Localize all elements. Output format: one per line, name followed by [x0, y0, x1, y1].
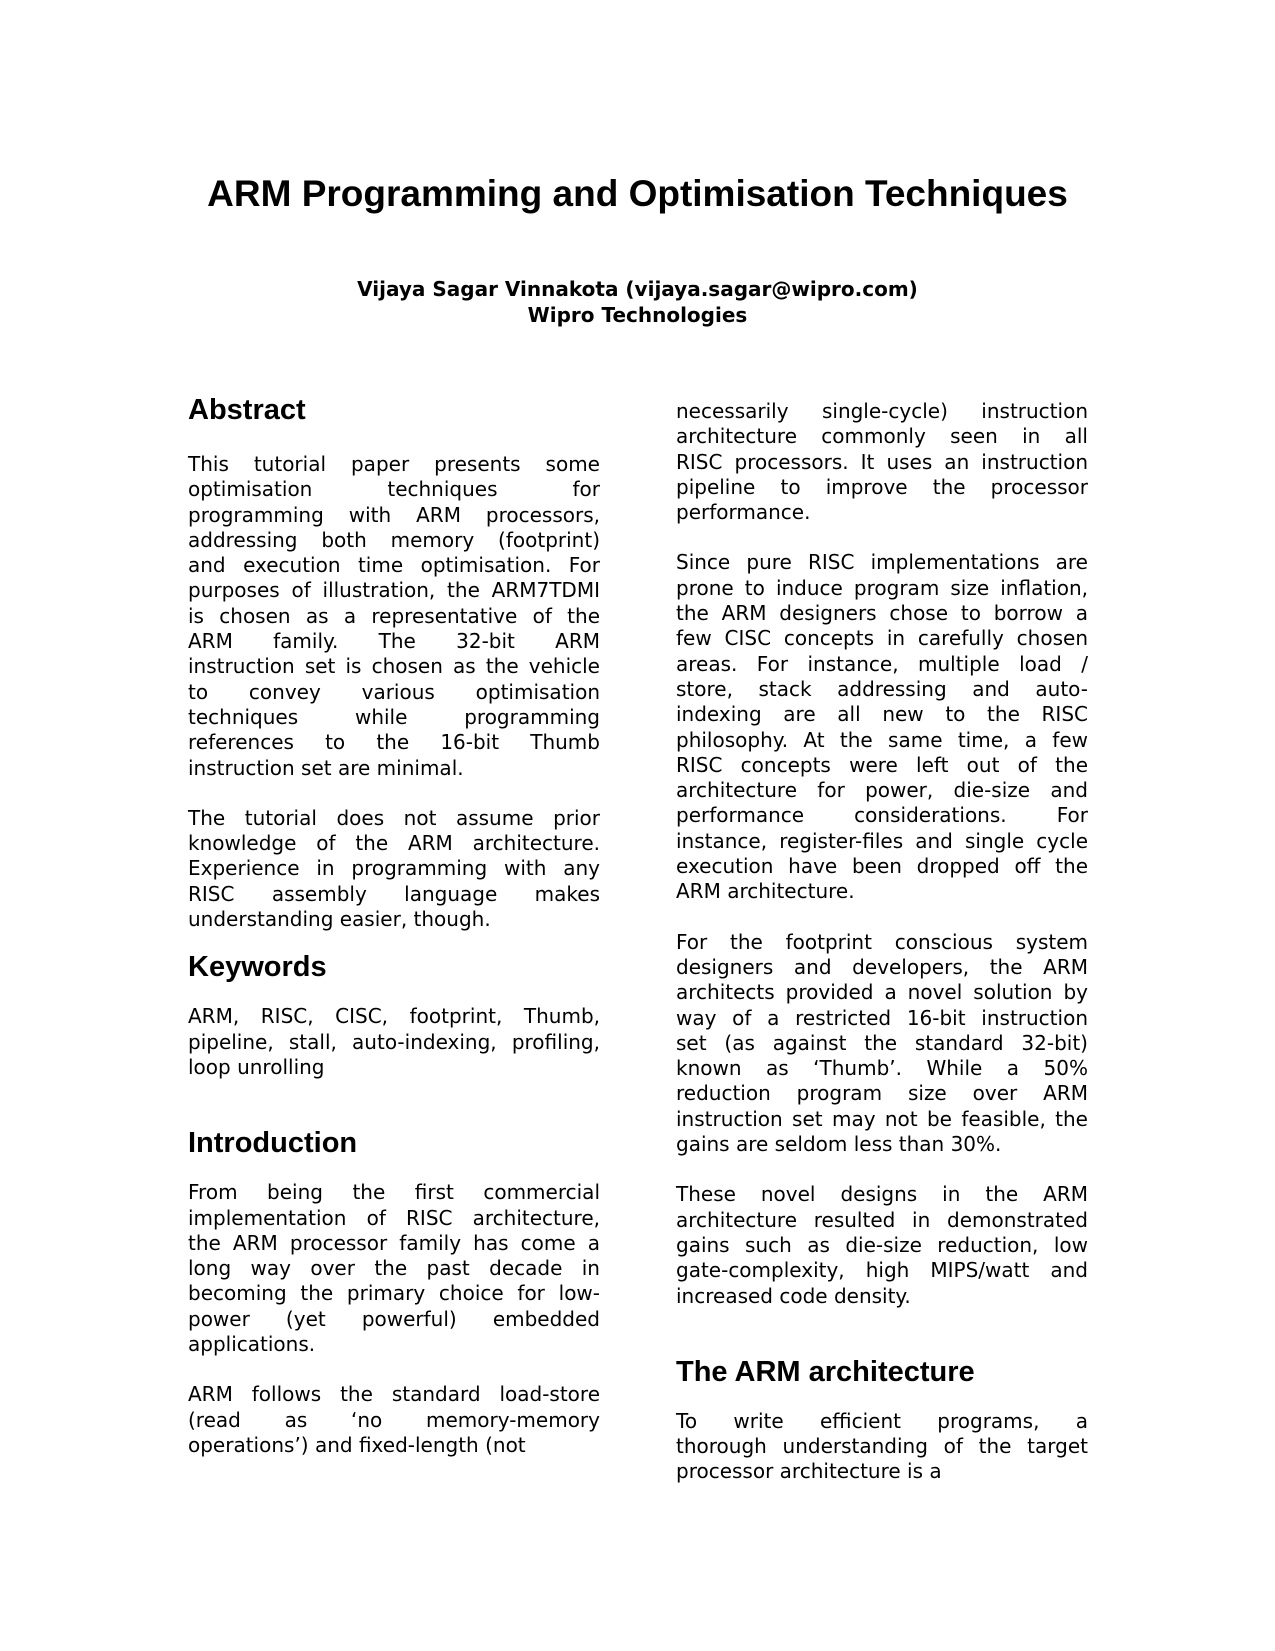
paper-title: ARM Programming and Optimisation Techniques: [207, 173, 1068, 214]
text-line: gains such as die-size reduction, low: [676, 1232, 1088, 1257]
text-line: instruction set are minimal.: [188, 755, 464, 780]
keywords-list: [188, 1004, 600, 1080]
text-line: gate-complexity, high MIPS/watt and: [676, 1258, 1088, 1283]
text-line: processor architecture is a: [676, 1459, 942, 1484]
text-line: architects provided a novel solution by: [676, 980, 1088, 1005]
text-line: architecture commonly seen in all: [676, 424, 1088, 449]
text-line: and execution time optimisation. For: [188, 553, 600, 578]
text-line: RISC processors. It uses an instruction: [676, 449, 1088, 474]
text-line: loop unrolling: [188, 1054, 325, 1079]
text-line: The tutorial does not assume prior: [188, 805, 600, 830]
text-line: pipeline to improve the processor: [676, 474, 1088, 499]
text-line: purposes of illustration, the ARM7TDMI: [188, 578, 600, 603]
text-line: This tutorial paper presents some: [188, 452, 600, 476]
text-line: thorough understanding of the target: [676, 1434, 1088, 1459]
text-line: indexing are all new to the RISC: [676, 702, 1088, 727]
text-line: designers and developers, the ARM: [676, 954, 1088, 979]
text-line: implementation of RISC architecture,: [188, 1205, 600, 1230]
text-line: Since pure RISC implementations are: [676, 550, 1088, 575]
text-line: way of a restricted 16-bit instruction: [676, 1005, 1088, 1030]
text-line: areas. For instance, multiple load /: [676, 651, 1088, 676]
text-line: the ARM processor family has come a: [188, 1230, 600, 1255]
introduction-continued-paragraph-3: [676, 930, 1088, 1158]
text-line: (read as ‘no memory-memory: [188, 1407, 600, 1432]
text-line: architecture resulted in demonstrated: [676, 1207, 1088, 1232]
text-line: increased code density.: [676, 1283, 911, 1308]
text-line: addressing both memory (footprint): [188, 527, 600, 552]
arm-architecture-heading: The ARM architecture: [676, 1355, 975, 1388]
text-line: necessarily single-cycle) instruction: [676, 399, 1088, 423]
text-line: philosophy. At the same time, a few: [676, 727, 1088, 752]
text-line: known as ‘Thumb’. While a 50%: [676, 1056, 1088, 1081]
text-line: power (yet powerful) embedded: [188, 1306, 600, 1331]
text-line: RISC concepts were left out of the: [676, 752, 1088, 777]
text-line: the ARM designers chose to borrow a: [676, 601, 1088, 626]
abstract-heading: Abstract: [188, 394, 306, 426]
text-line: knowledge of the ARM architecture.: [188, 831, 600, 856]
text-line: RISC assembly language makes: [188, 881, 600, 906]
introduction-continued-paragraph-1: [676, 399, 1088, 525]
right-column: [676, 399, 1088, 1485]
text-line: is chosen as a representative of the: [188, 603, 600, 628]
text-line: references to the 16-bit Thumb: [188, 730, 600, 755]
text-line: programming with ARM processors,: [188, 502, 600, 527]
text-line: ARM architecture.: [676, 879, 855, 904]
author-block: [0, 276, 1275, 328]
text-line: instance, register-files and single cycle: [676, 828, 1088, 853]
text-line: For the footprint conscious system: [676, 929, 1088, 954]
text-line: execution have been dropped off the: [676, 854, 1088, 879]
introduction-paragraph-1: [188, 1180, 600, 1357]
text-line: performance considerations. For: [676, 803, 1088, 828]
text-line: long way over the past decade in: [188, 1256, 600, 1281]
text-line: These novel designs in the ARM: [676, 1182, 1088, 1207]
text-line: applications.: [188, 1332, 316, 1357]
text-line: optimisation techniques for: [188, 477, 600, 502]
text-line: To write efficient programs, a: [676, 1408, 1088, 1433]
text-line: techniques while programming: [188, 704, 600, 729]
text-line: prone to induce program size inflation,: [676, 575, 1088, 600]
text-line: gains are seldom less than 30%.: [676, 1132, 1002, 1157]
text-line: few CISC concepts in carefully chosen: [676, 626, 1088, 651]
text-line: ARM follows the standard load-store: [188, 1382, 600, 1407]
text-line: becoming the primary choice for low-: [188, 1281, 600, 1306]
text-line: ARM family. The 32-bit ARM: [188, 629, 600, 654]
author-line: Vijaya Sagar Vinnakota (vijaya.sagar@wipro.com): [357, 277, 918, 301]
text-line: From being the first commercial: [188, 1180, 600, 1205]
text-line: to convey various optimisation: [188, 679, 600, 704]
text-line: store, stack addressing and auto-: [676, 676, 1088, 701]
text-line: pipeline, stall, auto-indexing, profiling,: [188, 1029, 600, 1054]
text-line: performance.: [676, 500, 811, 525]
left-column: [188, 393, 600, 1458]
arm-architecture-paragraph-1: [676, 1409, 1088, 1485]
abstract-paragraph-2: [188, 806, 600, 932]
text-line: architecture for power, die-size and: [676, 778, 1088, 803]
text-line: operations’) and fixed-length (not: [188, 1432, 526, 1457]
text-line: ARM, RISC, CISC, footprint, Thumb,: [188, 1004, 600, 1029]
text-line: understanding easier, though.: [188, 907, 491, 932]
introduction-paragraph-2: [188, 1382, 600, 1458]
text-line: instruction set is chosen as the vehicle: [188, 654, 600, 679]
text-line: instruction set may not be feasible, the: [676, 1106, 1088, 1131]
text-line: reduction program size over ARM: [676, 1081, 1088, 1106]
introduction-continued-paragraph-2: [676, 550, 1088, 904]
introduction-heading: Introduction: [188, 1127, 358, 1160]
text-line: set (as against the standard 32-bit): [676, 1030, 1088, 1055]
text-line: Experience in programming with any: [188, 856, 600, 881]
abstract-paragraph-1: [188, 452, 600, 781]
introduction-continued-paragraph-4: [676, 1182, 1088, 1308]
affiliation: Wipro Technologies: [527, 303, 748, 327]
keywords-heading: Keywords: [188, 951, 327, 984]
